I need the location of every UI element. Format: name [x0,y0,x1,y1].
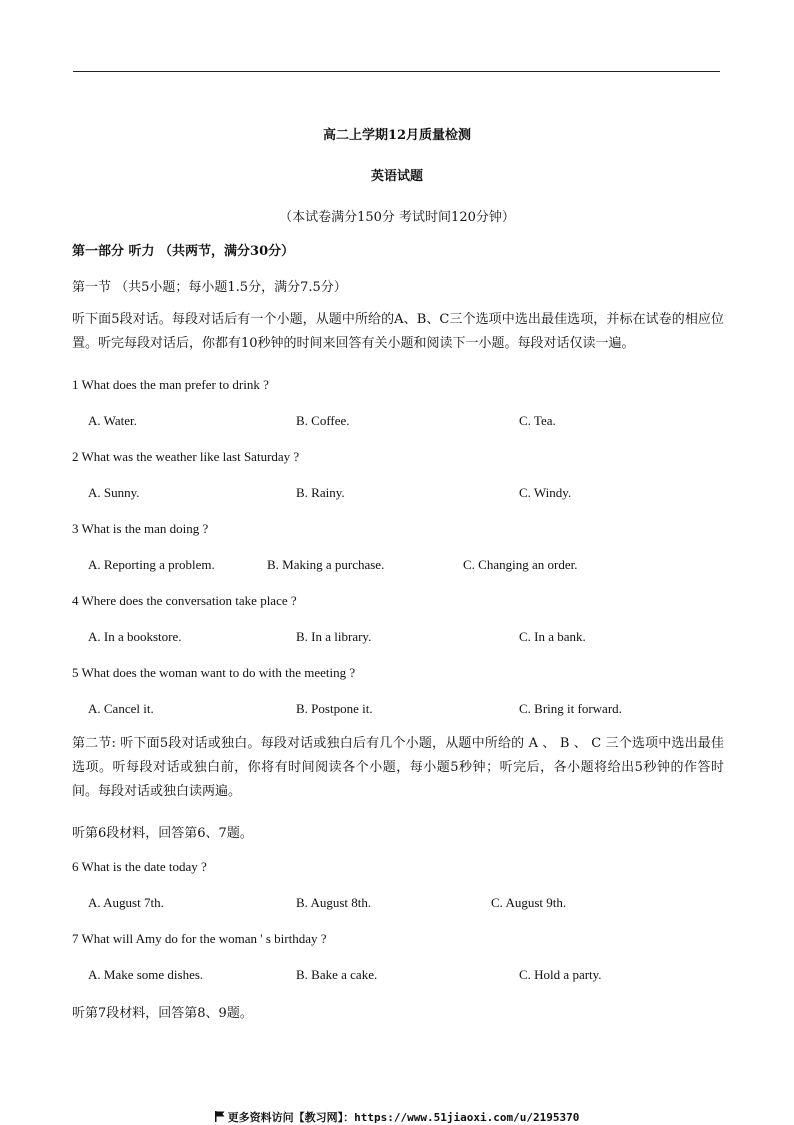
question-1-option-a: A. Water. [88,413,137,428]
material-6-heading: 听第6段材料，回答第6、7题。 [72,826,253,841]
question-4-option-c: C. In a bank. [519,629,586,644]
question-5-option-c: C. Bring it forward. [519,701,622,716]
question-1-option-b: B. Coffee. [296,413,350,428]
part1-heading: 第一部分 听力 （共两节，满分30分） [72,244,295,259]
footer-text[interactable]: 更多资料访问【教习网】：https://www.51jiaoxi.com/u/2195370 [227,1111,580,1124]
exam-title: 高二上学期12月质量检测 [322,128,472,143]
question-7: 7 What will Amy do for the woman ' s birthday ? [72,931,327,946]
section2-instructions: 第二节: 听下面5段对话或独白。每段对话或独白后有几个小题，从题中所给的 A 、 B 、 C 三个选项中选出最佳选项。听每段对话或独白前，你将有时间阅读各个小题，每小题5秒钟；听完后，各小题将给出5秒钟的作答时间。每段对话或独白读两遍。 [72,736,724,799]
material-7-heading: 听第7段材料，回答第8、9题。 [72,1006,253,1021]
question-7-option-c: C. Hold a party. [519,967,602,982]
question-3-option-b: B. Making a purchase. [267,557,385,572]
question-6-option-a: A. August 7th. [88,895,164,910]
header-rule [73,71,720,72]
question-4: 4 Where does the conversation take place ? [72,593,297,608]
question-1: 1 What does the man prefer to drink ? [72,377,269,392]
question-5: 5 What does the woman want to do with the meeting ? [72,665,356,680]
question-2: 2 What was the weather like last Saturday ? [72,449,300,464]
question-7-option-b: B. Bake a cake. [296,967,378,982]
question-6-option-b: B. August 8th. [296,895,372,910]
question-6-option-c: C. August 9th. [491,895,567,910]
question-4-option-a: A. In a bookstore. [88,629,182,644]
question-2-option-c: C. Windy. [519,485,572,500]
footer-link[interactable] [0,1109,794,1125]
question-5-option-b: B. Postpone it. [296,701,373,716]
exam-note: （本试卷满分150分 考试时间120分钟） [279,210,515,225]
section1-instructions: 听下面5段对话。每段对话后有一个小题，从题中所给的A、B、C三个选项中选出最佳选项，并标在试卷的相应位置。听完每段对话后，你都有10秒钟的时间来回答有关小题和阅读下一小题。每段对话仅读一遍。 [72,312,724,351]
question-3: 3 What is the man doing ? [72,521,209,536]
question-1-option-c: C. Tea. [519,413,556,428]
section1-heading: 第一节 （共5小题；每小题1.5分，满分7.5分） [72,280,347,295]
question-6: 6 What is the date today ? [72,859,207,874]
question-4-option-b: B. In a library. [296,629,372,644]
exam-subject: 英语试题 [370,169,423,184]
question-3-option-a: A. Reporting a problem. [88,557,215,572]
question-2-option-b: B. Rainy. [296,485,345,500]
question-2-option-a: A. Sunny. [88,485,140,500]
flag-icon [215,1111,225,1125]
question-7-option-a: A. Make some dishes. [88,967,204,982]
question-5-option-a: A. Cancel it. [88,701,154,716]
question-3-option-c: C. Changing an order. [463,557,578,572]
